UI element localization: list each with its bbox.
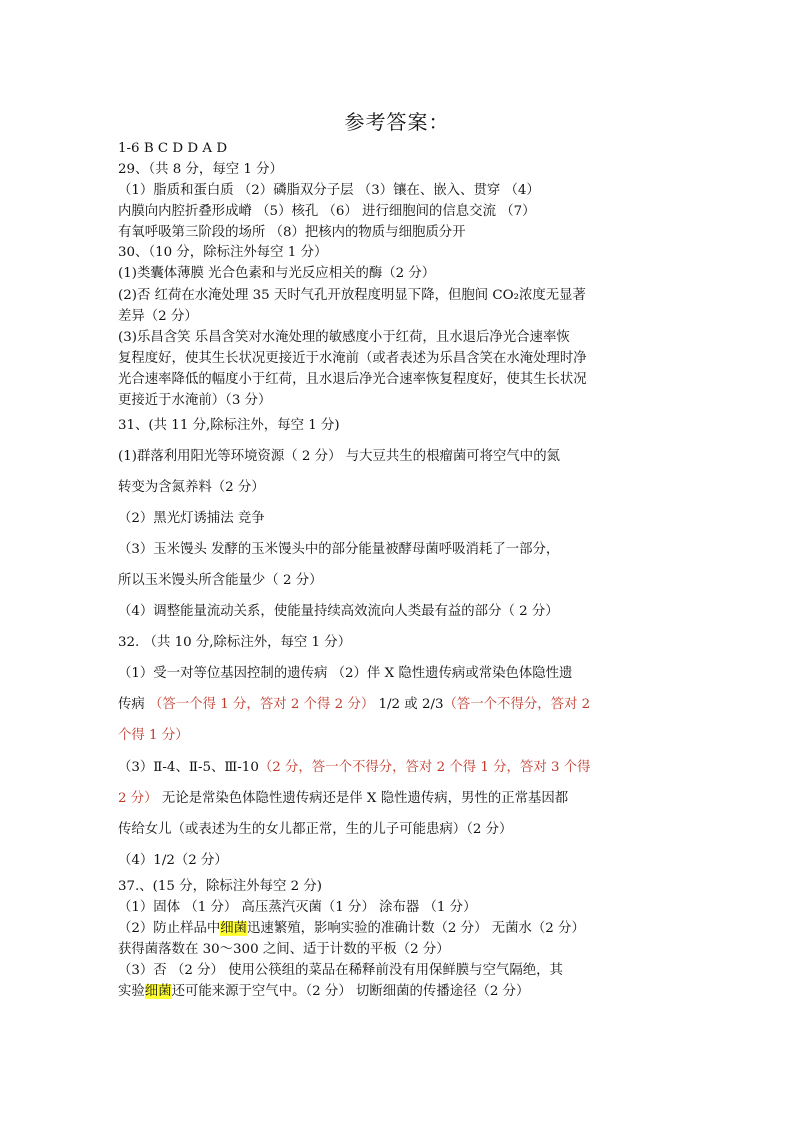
q32-scoring-note-3: （2 分，答一个不得分，答对 2 个得 1 分，答对 3 个得 (258, 760, 591, 775)
q29-line-1: （1）脂质和蛋白质 （2）磷脂双分子层 （3）镶在、嵌入、贯穿 （4） (118, 183, 540, 198)
q32-line-4 (118, 759, 688, 777)
highlighted-term: 细菌 (220, 921, 248, 936)
q32-line-5 (118, 790, 688, 808)
q31-line-2: 转变为含氮养料（2 分） (118, 480, 265, 495)
page-title: 参考答案： (344, 110, 450, 134)
q30-line-6: 光合速率降低的幅度小于红荷，且水退后净光合速率恢复程度好，使其生长状况 (118, 372, 587, 387)
q30-line-4: (3)乐昌含笑 乐昌含笑对水淹处理的敏感度小于红荷，且水退后净光合速率恢 (118, 330, 570, 345)
q32-line-7: （4）1/2（2 分） (118, 853, 228, 868)
q29-line-2: 内膜向内腔折叠形成嵴 （5）核孔 （6） 进行细胞间的信息交流 （7） (118, 204, 536, 219)
q30-line-2: (2)否 红荷在水淹处理 35 天时气孔开放程度明显下降，但胞间 CO₂浓度无显著 (118, 288, 586, 303)
q37-line-5-rest: 还可能来源于空气中。（2 分） 切断细菌的传播途径（2 分） (171, 984, 530, 999)
q32-line-2-answer: 1/2 或 2/3 (374, 697, 444, 712)
q37-line-5 (118, 983, 688, 1001)
q31-heading: 31、(共 11 分,除标注外，每空 1 分) (118, 418, 340, 433)
q31-line-5: 所以玉米馒头所含能量少（ 2 分） (118, 573, 323, 588)
highlighted-term: 细菌 (144, 984, 172, 999)
q32-line-3: 个得 1 分） (118, 728, 189, 743)
q30-heading: 30、（10 分，除标注外每空 1 分） (118, 245, 328, 260)
q31-line-1: (1)群落利用阳光等环境资源（ 2 分） 与大豆共生的根瘤菌可将空气中的氮 (118, 449, 560, 464)
q37-heading: 37.、(15 分，除标注外每空 2 分) (118, 879, 322, 894)
q37-line-3: 获得菌落数在 30～300 之间、适于计数的平板（2 分） (118, 942, 450, 957)
q32-scoring-note-4: 2 分） (118, 791, 158, 806)
q32-line-1: （1）受一对等位基因控制的遗传病 （2）伴 X 隐性遗传病或常染色体隐性遗 (118, 666, 573, 681)
q30-line-7: 更接近于水淹前）（3 分） (118, 393, 272, 408)
q32-heading: 32. （共 10 分,除标注外，每空 1 分） (118, 635, 352, 650)
q32-line-2 (118, 696, 688, 714)
mcq-answers: 1-6 B C D D A D (118, 141, 228, 156)
q30-line-1: (1)类囊体薄膜 光合色素和与光反应相关的酶（2 分） (118, 266, 436, 281)
q31-line-3: （2）黑光灯诱捕法 竞争 (118, 511, 265, 526)
q37-line-4: （3）否 （2 分） 使用公筷组的菜品在稀释前没有用保鲜膜与空气隔绝，其 (118, 963, 563, 978)
q32-line-5-text: 无论是常染色体隐性遗传病还是伴 X 隐性遗传病，男性的正常基因都 (157, 791, 569, 806)
q37-line-1: （1）固体 （1 分） 高压蒸汽灭菌（1 分） 涂布器 （1 分） (118, 900, 477, 915)
q37-line-2-rest: 迅速繁殖，影响实验的准确计数（2 分） 无菌水（2 分） (247, 921, 585, 936)
q31-line-6: （4）调整能量流动关系，使能量持续高效流向人类最有益的部分（ 2 分） (118, 604, 559, 619)
q32-line-6: 传给女儿（或表述为生的女儿都正常，生的儿子可能患病）（2 分） (118, 822, 513, 837)
q32-line-2-text: 传病 (118, 697, 150, 712)
q31-line-4: （3）玉米馒头 发酵的玉米馒头中的部分能量被酵母菌呼吸消耗了一部分， (118, 542, 560, 557)
q32-line-4-text: （3）Ⅱ-4、Ⅱ-5、Ⅲ-10 (118, 760, 259, 775)
q29-heading: 29、（共 8 分，每空 1 分） (118, 162, 283, 177)
q32-scoring-note-1: （答一个得 1 分，答对 2 个得 2 分） (149, 697, 375, 712)
q37-line-2-text: （2）防止样品中 (118, 921, 221, 936)
q32-scoring-note-2: （答一个不得分，答对 2 (443, 697, 591, 712)
q37-line-5-text: 实验 (118, 984, 145, 999)
q30-line-5: 复程度好，使其生长状况更接近于水淹前（或者表述为乐昌含笑在水淹处理时净 (118, 351, 587, 366)
q29-line-3: 有氧呼吸第三阶段的场所 （8）把核内的物质与细胞质分开 (118, 225, 466, 240)
q30-line-3: 差异（2 分） (118, 309, 198, 324)
q37-line-2 (118, 920, 688, 938)
